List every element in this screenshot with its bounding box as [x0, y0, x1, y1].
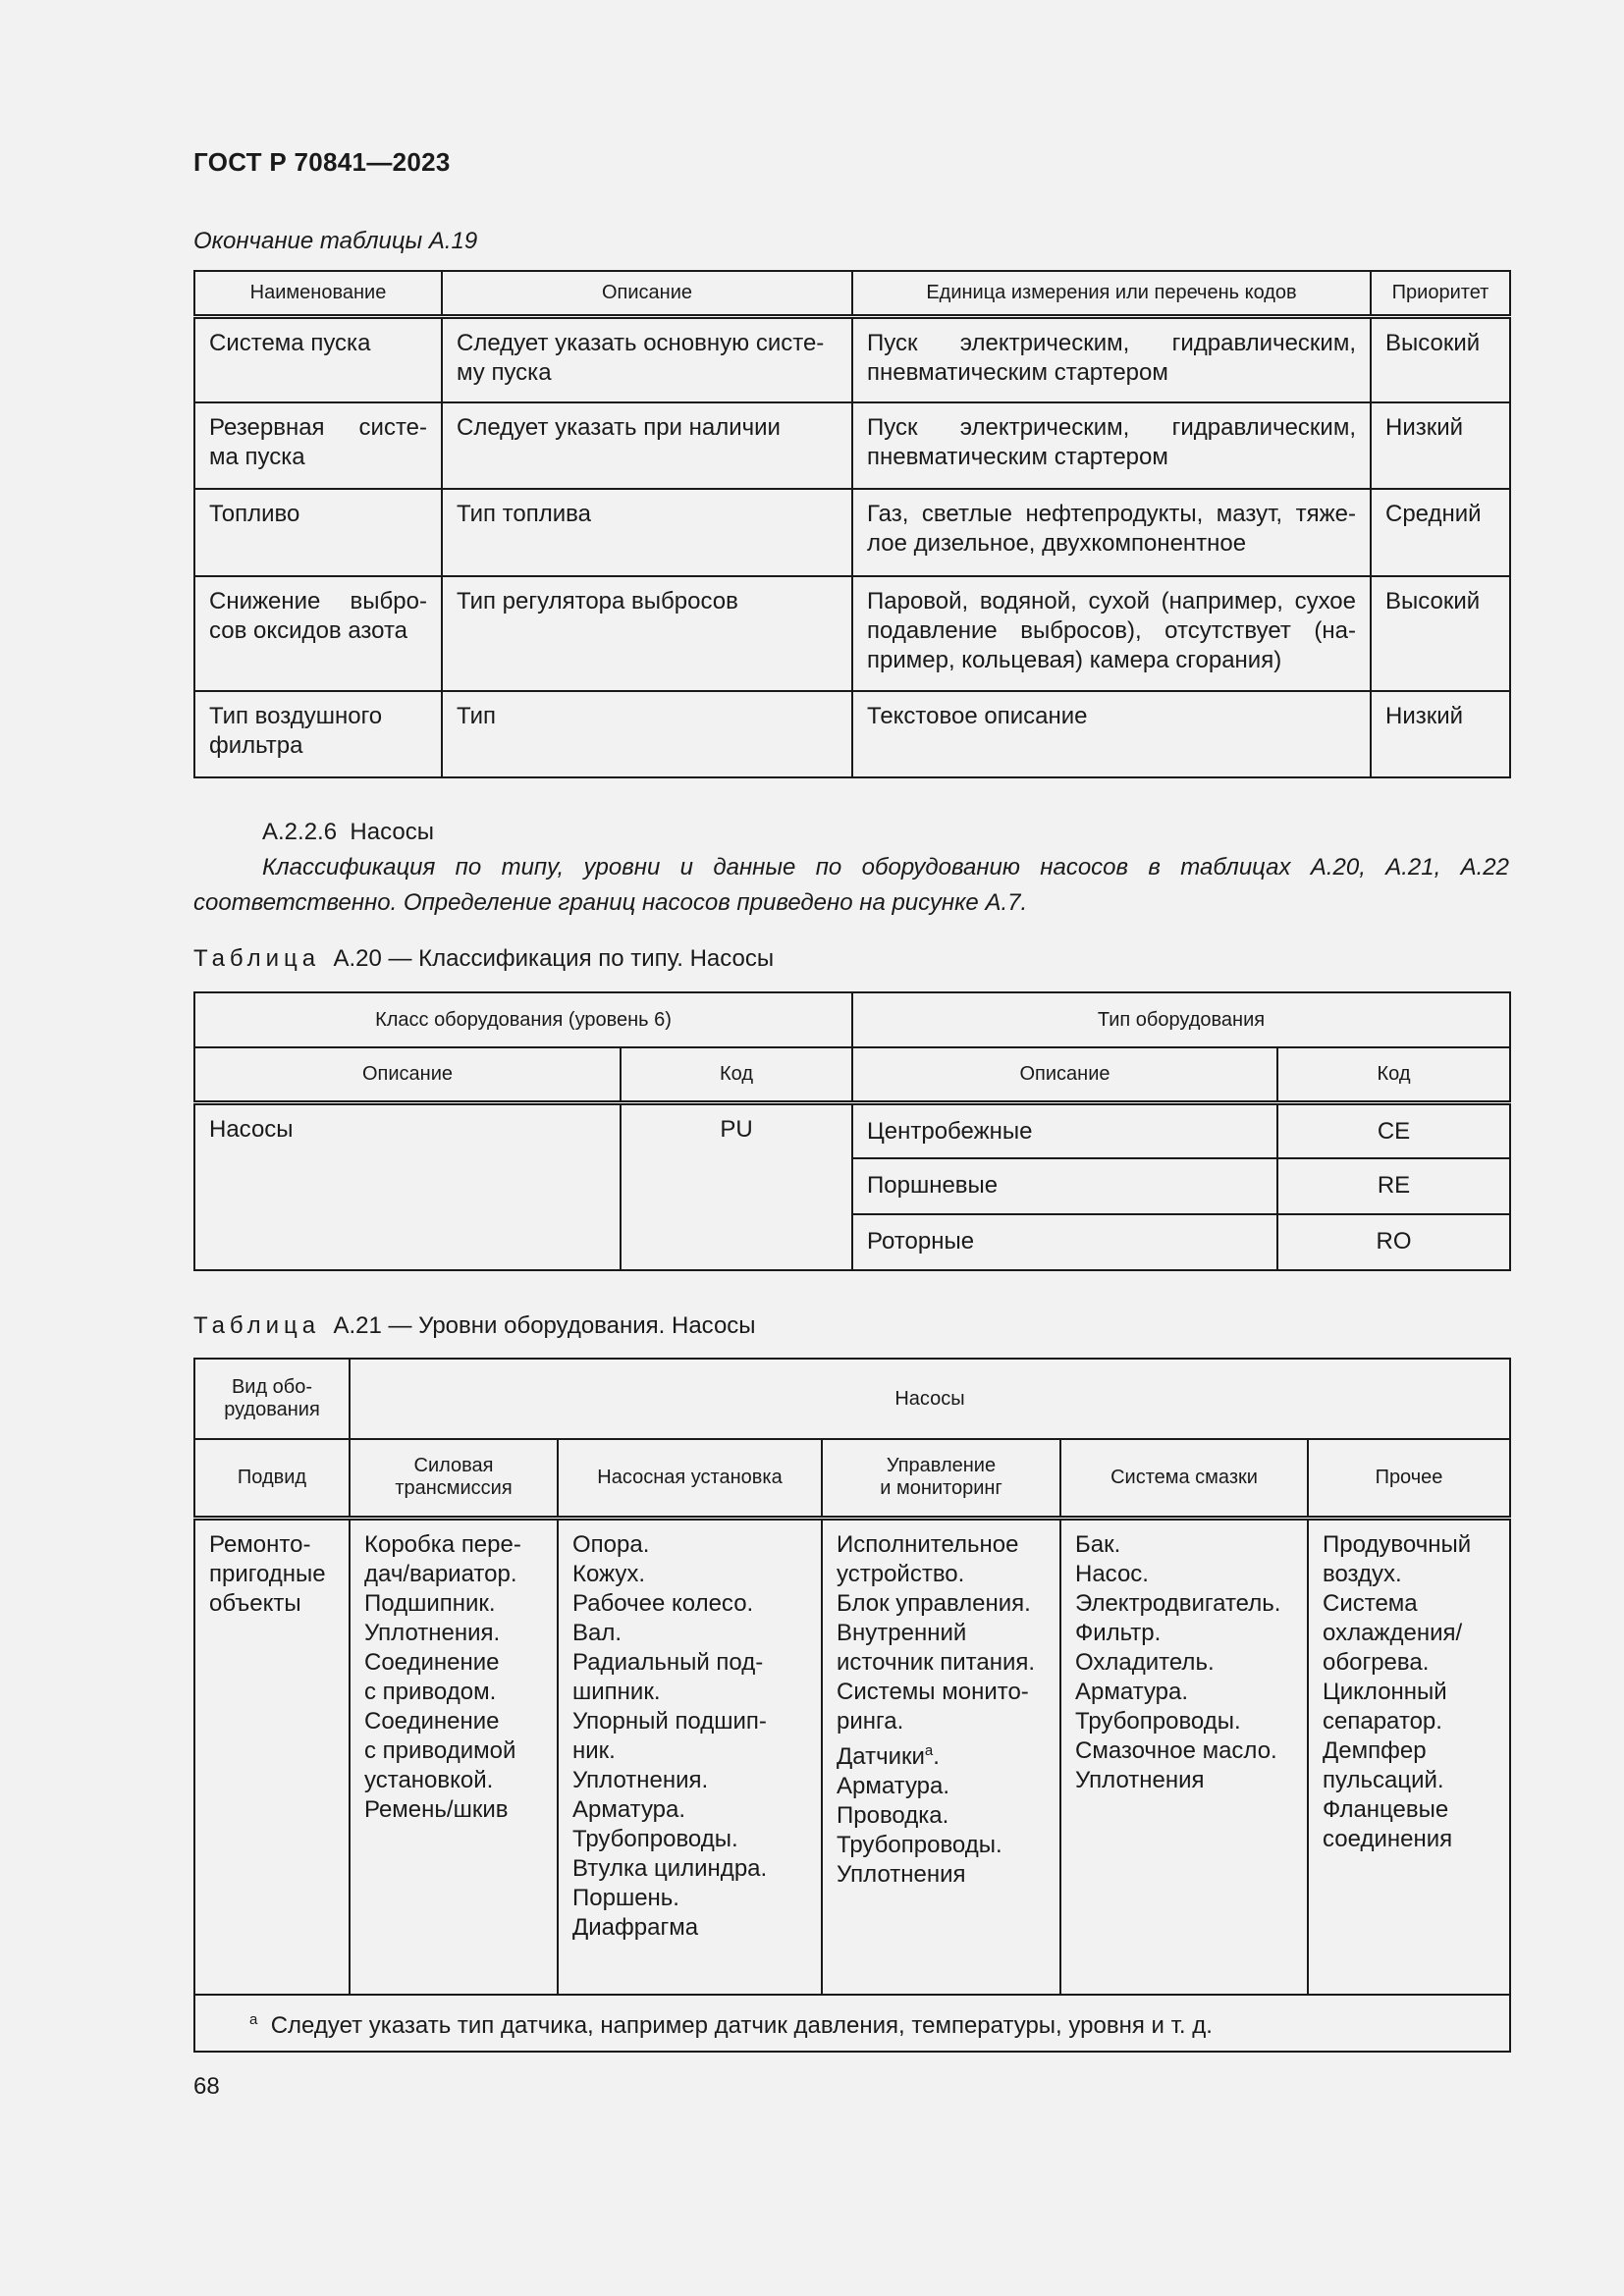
cell-line: ник. [572, 1736, 616, 1764]
cell-line: Арматура. [837, 1772, 950, 1799]
cell-name [194, 489, 442, 576]
cell-line: Насос. [1075, 1560, 1149, 1587]
page-number: 68 [193, 2073, 220, 2100]
cell-line: сепаратор. [1323, 1707, 1442, 1735]
cell-line: Диафрагма [572, 1913, 699, 1941]
column-header: Прочее [1308, 1439, 1510, 1518]
cell-line: с приводимой [364, 1736, 516, 1764]
cell-power-transmission [350, 1518, 558, 1995]
cell-pump-unit [558, 1518, 822, 1995]
table-a19 [193, 270, 1511, 778]
column-header: Код [1277, 1047, 1510, 1102]
sensor-suffix: . [933, 1742, 940, 1770]
equipment-name-header: Насосы [350, 1359, 1510, 1439]
group-header: Класс оборудования (уровень 6) [194, 992, 852, 1047]
cell-line: Уплотнения. [364, 1619, 501, 1646]
equipment-kind-header [194, 1359, 350, 1439]
column-header: Подвид [194, 1439, 350, 1518]
footnote-mark: а [249, 2011, 258, 2028]
section-number: А.2.2.6 [262, 819, 338, 845]
cell-name [194, 402, 442, 489]
cell-line: обогрева. [1323, 1648, 1430, 1676]
cell-line: Уплотнения [837, 1860, 966, 1888]
cell-line: Циклонный [1323, 1678, 1447, 1705]
cell-line: Пуск электрическим, гидравлическим, [867, 329, 1356, 356]
cell-line: пневматическим стартером [867, 444, 1168, 470]
cell-line: Коробка пере- [364, 1530, 521, 1558]
table-footnote [194, 1995, 1510, 2052]
header-line: Управление [886, 1455, 997, 1477]
cell-type-description: Центробежные [852, 1102, 1277, 1158]
cell-priority: Низкий [1371, 691, 1510, 777]
column-header: Наименование [194, 271, 442, 316]
caption-text: А.20 — Классификация по типу. Насосы [333, 945, 775, 972]
sensor-text: Датчики [837, 1742, 925, 1770]
cell-line: объекты [209, 1589, 301, 1617]
cell-class-code: PU [621, 1102, 852, 1270]
cell-line: Уплотнения. [572, 1766, 709, 1793]
cell-line: Арматура. [572, 1795, 686, 1823]
cell-line: Тип [457, 703, 497, 729]
cell-type-description: Роторные [852, 1214, 1277, 1270]
cell-line: дач/вариатор. [364, 1560, 517, 1587]
column-header: Насосная установка [558, 1439, 822, 1518]
table-row [194, 576, 1510, 691]
table-a21-sub-header-row [194, 1439, 1510, 1518]
cell-line: Трубопроводы. [1075, 1707, 1241, 1735]
cell-class-description: Насосы [194, 1102, 621, 1270]
cell-line: Резервная систе- [209, 414, 427, 441]
cell-line: Радиальный под- [572, 1648, 764, 1676]
cell-line: Кожух. [572, 1560, 646, 1587]
cell-line: Уплотнения [1075, 1766, 1205, 1793]
cell-line: Паровой, водяной, сухой (например, сухое [867, 588, 1356, 614]
section-heading [262, 819, 434, 846]
cell-priority: Высокий [1371, 316, 1510, 402]
cell-line: источник питания. [837, 1648, 1036, 1676]
cell-line: соединения [1323, 1825, 1453, 1852]
cell-name [194, 691, 442, 777]
cell-control-monitoring [822, 1518, 1060, 1995]
cell-line: Тип регулятора выбросов [457, 588, 738, 614]
column-header: Описание [442, 271, 852, 316]
cell-line: Следует указать основную систе- [457, 329, 825, 356]
cell-unit [852, 402, 1371, 489]
group-header: Тип оборудования [852, 992, 1510, 1047]
cell-line: с приводом. [364, 1678, 497, 1705]
cell-priority: Низкий [1371, 402, 1510, 489]
column-header: Описание [194, 1047, 621, 1102]
cell-line: пригодные [209, 1560, 326, 1587]
cell-line: Исполнительное [837, 1530, 1019, 1558]
cell-line: воздух. [1323, 1560, 1402, 1587]
cell-type-code: CE [1277, 1102, 1510, 1158]
cell-description [442, 489, 852, 576]
cell-line: Электродвигатель. [1075, 1589, 1281, 1617]
column-header: Единица измерения или перечень кодов [852, 271, 1371, 316]
cell-line: шипник. [572, 1678, 661, 1705]
cell-description [442, 316, 852, 402]
cell-line: Трубопроводы. [572, 1825, 738, 1852]
cell-unit [852, 691, 1371, 777]
cell-unit [852, 489, 1371, 576]
cell-line: Внутренний [837, 1619, 967, 1646]
cell-line: Бак. [1075, 1530, 1121, 1558]
cell-line: Топливо [209, 501, 300, 527]
table-row [194, 1518, 1510, 1995]
cell-line: устройство. [837, 1560, 965, 1587]
table-row [194, 1102, 1510, 1158]
document-header: ГОСТ Р 70841—2023 [193, 147, 451, 177]
cell-type-code: RE [1277, 1158, 1510, 1214]
cell-line: Блок управления. [837, 1589, 1031, 1617]
cell-line: Арматура. [1075, 1678, 1189, 1705]
caption-text: А.21 — Уровни оборудования. Насосы [333, 1312, 756, 1339]
header-line: Вид обо- [231, 1376, 313, 1398]
cell-type-code: RO [1277, 1214, 1510, 1270]
table-row [194, 316, 1510, 402]
cell-line: Текстовое описание [867, 703, 1088, 729]
cell-line: Проводка. [837, 1801, 949, 1829]
cell-line: пневматическим стартером [867, 358, 1168, 386]
cell-lubrication-system [1060, 1518, 1308, 1995]
table-row [194, 402, 1510, 489]
table-a21-caption [193, 1312, 756, 1340]
cell-line: Продувочный [1323, 1530, 1472, 1558]
cell-line: Пуск электрическим, гидравлическим, [867, 414, 1356, 441]
cell-line: Соединение [364, 1648, 500, 1676]
cell-line: Трубопроводы. [837, 1831, 1002, 1858]
section-paragraph: Классификация по типу, уровни и данные по оборудованию насосов в таблицах А.20, А.21, А.22 соответственно. Определение границ насосов приведено на рисунке А.7. [193, 854, 1509, 916]
cell-name [194, 576, 442, 691]
cell-line: Охладитель. [1075, 1648, 1215, 1676]
cell-name [194, 316, 442, 402]
cell-line: Фильтр. [1075, 1619, 1162, 1646]
cell-other [1308, 1518, 1510, 1995]
cell-line: Тип воздушного [209, 703, 383, 729]
cell-priority: Средний [1371, 489, 1510, 576]
cell-line: Вал. [572, 1619, 623, 1646]
cell-line: пример, кольцевая) камера сгорания) [867, 647, 1282, 673]
header-line: и мониторинг [880, 1477, 1002, 1500]
table-footnote-row [194, 1995, 1510, 2052]
cell-priority: Высокий [1371, 576, 1510, 691]
cell-line: Подшипник. [364, 1589, 496, 1617]
cell-line: Снижение выбро- [209, 588, 427, 614]
caption-prefix: Таблица [193, 945, 321, 972]
header-line: Силовая [413, 1455, 494, 1477]
column-header: Код [621, 1047, 852, 1102]
cell-unit [852, 316, 1371, 402]
cell-line: Газ, светлые нефтепродукты, мазут, тяже- [867, 501, 1356, 527]
cell-line: Тип топлива [457, 501, 591, 527]
cell-line: лое дизельное, двухкомпонентное [867, 530, 1247, 557]
cell-line: пульсаций. [1323, 1766, 1444, 1793]
cell-line: Ремонто- [209, 1530, 311, 1558]
footnote-reference: а [924, 1741, 934, 1759]
caption-prefix: Таблица [193, 1312, 321, 1339]
cell-line: Фланцевые [1323, 1795, 1449, 1823]
cell-line: Демпфер [1323, 1736, 1427, 1764]
table-a19-caption: Окончание таблицы А.19 [193, 228, 478, 254]
header-line: рудования [224, 1399, 320, 1420]
cell-line: Системы монито- [837, 1678, 1029, 1705]
section-title: Насосы [350, 819, 434, 845]
column-header [822, 1439, 1060, 1518]
table-a20 [193, 991, 1511, 1271]
table-a21 [193, 1358, 1511, 2053]
column-header [350, 1439, 558, 1518]
cell-line: сов оксидов азота [209, 617, 408, 644]
cell-line: Опора. [572, 1530, 650, 1558]
header-line: трансмиссия [395, 1477, 513, 1500]
cell-line: му пуска [457, 358, 552, 386]
table-a20-sub-header-row [194, 1047, 1510, 1102]
cell-line: Следует указать при наличии [457, 414, 781, 441]
table-a21-header-row [194, 1359, 1510, 1439]
cell-unit [852, 576, 1371, 691]
cell-type-description: Поршневые [852, 1158, 1277, 1214]
cell-line: Система [1323, 1589, 1418, 1617]
column-header: Приоритет [1371, 271, 1510, 316]
cell-description [442, 576, 852, 691]
cell-line: подавление выбросов), отсутствует (на- [867, 617, 1356, 644]
cell-subtype [194, 1518, 350, 1995]
table-a20-caption [193, 945, 774, 973]
table-row [194, 691, 1510, 777]
cell-line: Ремень/шкив [364, 1795, 509, 1823]
column-header: Система смазки [1060, 1439, 1308, 1518]
cell-line: Смазочное масло. [1075, 1736, 1277, 1764]
table-a19-header-row [194, 271, 1510, 316]
cell-description [442, 402, 852, 489]
cell-line: ма пуска [209, 444, 305, 470]
table-row [194, 489, 1510, 576]
cell-line: охлаждения/ [1323, 1619, 1463, 1646]
cell-line: Поршень. [572, 1884, 679, 1911]
cell-line: ринга. [837, 1707, 904, 1735]
cell-line: Система пуска [209, 329, 371, 356]
cell-line: Втулка цилиндра. [572, 1854, 768, 1882]
cell-line: фильтра [209, 732, 303, 759]
cell-line-sensors [837, 1736, 1046, 1772]
cell-line: Соединение [364, 1707, 500, 1735]
cell-line: Рабочее колесо. [572, 1589, 754, 1617]
column-header: Описание [852, 1047, 1277, 1102]
cell-line: Упорный подшип- [572, 1707, 767, 1735]
cell-description [442, 691, 852, 777]
cell-line: установкой. [364, 1766, 494, 1793]
table-a20-group-header-row [194, 992, 1510, 1047]
footnote-text: Следует указать тип датчика, например датчик давления, температуры, уровня и т. д. [270, 2012, 1213, 2039]
